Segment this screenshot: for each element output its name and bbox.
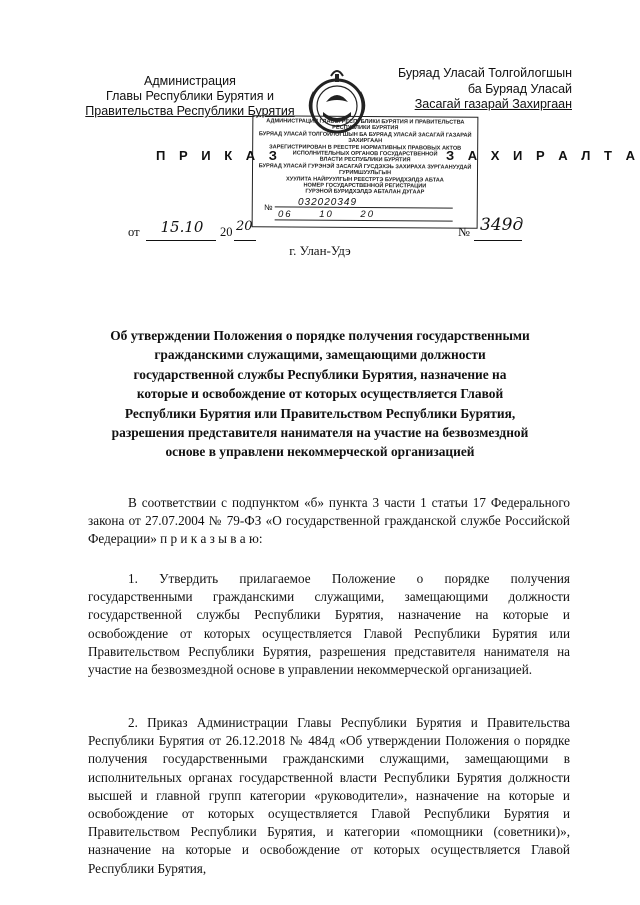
stamp-line: ГУРЭНОЙ БУРИДХЭЛДЭ АБТАЛАН ДУГААР [305,189,425,196]
stamp-no-label: № [264,203,273,212]
stamp-line: ВЛАСТИ РЕСПУБЛИКИ БУРЯТИЯ [319,157,411,164]
org-name-bur-line: Буряад Уласай Толгойлогшын [397,66,572,80]
stamp-text [257,118,474,196]
stamp-line: БУРЯАД УЛАСАЙ ТОЛГОЙЛОГШЫН БА БУРЯАД УЛАСАЙ ЗАСАГАЙ ГАЗАРАЙ ЗАХИРГААН [258,131,472,145]
city: г. Улан-Удэ [289,243,351,258]
order-number-label: № [458,225,470,239]
handwritten-date: 15.10 [160,218,204,236]
doc-type-ru: П Р И К А З [156,148,282,163]
stamp-line: НОМЕР ГОСУДАРСТВЕННОЙ РЕГИСТРАЦИИ [303,182,427,190]
handwritten-order-number: 349д [480,215,524,235]
doc-type-bur: З А Х И Р А Л Т А [446,148,640,163]
order-number-underline [474,240,522,241]
handwritten-year: 20 [236,219,253,234]
stamp-line: ХУУЛИТА НАЙРУУЛГЫН РЕЕСТРТЭ БУРИДХЭЛДЭ АБТАА [286,176,444,184]
stamp-line: БУРЯАД УЛАСАЙ ГУРЭНЭЙ ЗАСАГАЙ ГУСДЭХЭЬ ЗАХИРАХА ЗУРГААНУУДАЙ ГУРИМШУУЛЬГЫН [258,163,472,177]
clause-1-paragraph: 1. Утвердить прилагаемое Положение о порядке получения государственными гражданскими служащими, замещающими должности государственной службы Республики Бурятия, назначение на которые и освобождение от которых осуществляется Главой Республики Бурятия или Правительством Республики Бурятия, разрешения представителя нанимателя на участие на безвозмездной основе в управлении некоммерческой организацией. [88,571,570,678]
org-name-bur [388,66,572,113]
registration-date: 06 10 20 [278,209,375,220]
org-name-ru [82,74,298,119]
clause-2-paragraph: 2. Приказ Администрации Главы Республики Бурятия и Правительства Республики Бурятия от 26.12.2018 № 484д «Об утверждении Положения о порядке получения государственными гражданскими служащими, замещающими в исполнительных органах государственной власти Республики Бурятия должности высшей и главной групп категории «руководители», назначение на которые и освобождение от которых осуществляется Главой Республики Бурятия и Правительством Республики Бурятия, и категории «помощники (советники)», назначение на которые и освобождение от которых осуществляется Главой Республики Бурятия, [88,715,570,876]
org-name-bur-line: Засагай газарай Захиргаан [414,97,572,111]
org-name-ru-line: Главы Республики Бурятия и [106,89,274,103]
preamble-paragraph: В соответствии с подпунктом «б» пункта 3 части 1 статьи 17 Федерального закона от 27.07.2004 № 79-ФЗ «О государственной гражданской службе Российской Федерации» п р и к а з ы в а ю: [88,495,570,547]
stamp-line: ЗАРЕГИСТРИРОВАН В РЕЕСТРЕ НОРМАТИВНЫХ ПРАВОВЫХ АКТОВ [269,143,462,152]
org-name-ru-line: Администрация [144,74,236,88]
org-name-bur-line: ба Буряад Уласай [467,81,572,96]
date-underline [146,240,216,241]
org-name-ru-line: Правительства Республики Бурятия [85,104,295,118]
stamp-line: АДМИНИСТРАЦИЯ ГЛАВЫ РЕСПУБЛИКИ БУРЯТИЯ И ПРАВИТЕЛЬСТВА РЕСПУБЛИКИ БУРЯТИЯ [266,118,465,132]
registration-number: 032020349 [298,197,358,208]
date-prefix: от [128,225,140,239]
stamp-line: ИСПОЛНИТЕЛЬНЫХ ОРГАНОВ ГОСУДАРСТВЕННОЙ [292,150,438,158]
year-prefix: 20 [220,225,233,239]
year-underline [234,240,256,241]
document-title: Об утверждении Положения о порядке получения государственными гражданскими служащими, замещающими должности государственной службы Республики Бурятия, назначение на которые и освобождение от которых осуществляется Главой Республики Бурятия или Правительством Республики Бурятия, разрешения представителя нанимателя на участие на безвозмездной основе в управлени некоммерческой организацией [110,328,530,460]
